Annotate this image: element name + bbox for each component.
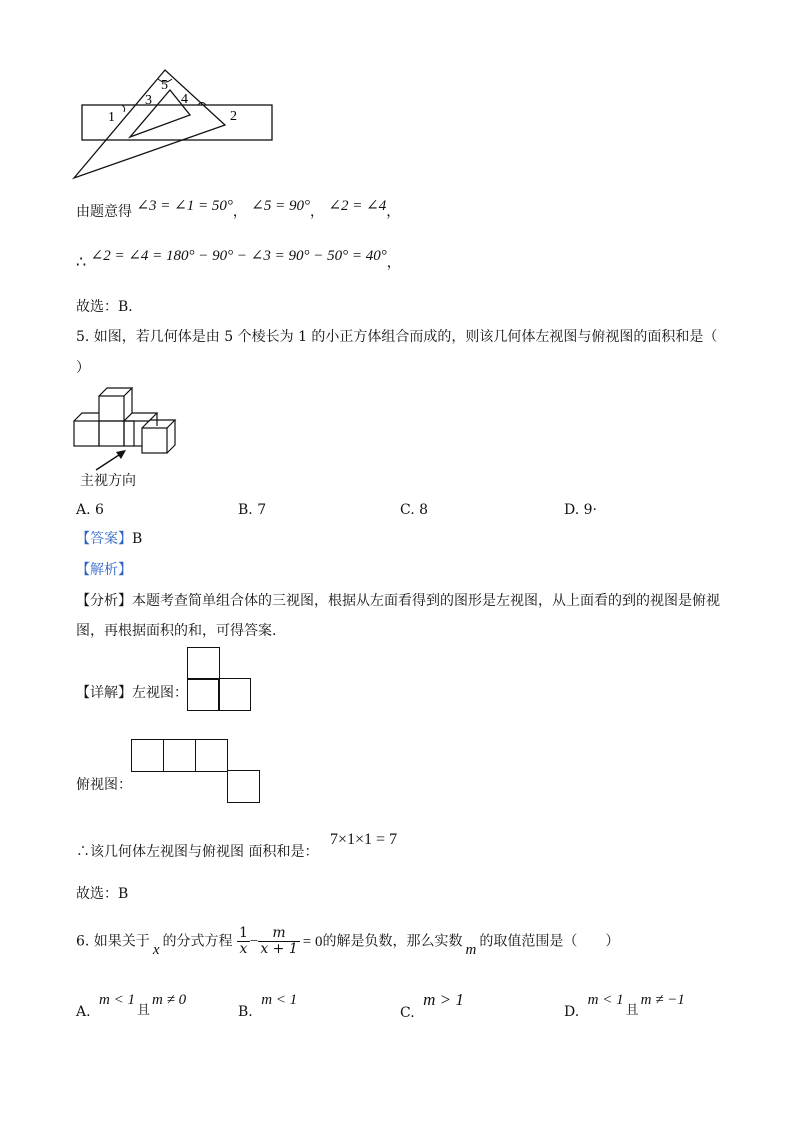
option-label: D.	[564, 502, 580, 518]
given-sep-2: ，	[310, 204, 324, 220]
var-x: x	[152, 941, 160, 958]
top-view-square	[131, 739, 164, 772]
equals-zero: = 0	[302, 933, 323, 950]
q6-stem	[76, 926, 619, 966]
option-label: A.	[76, 1004, 91, 1020]
therefore-symbol: ∴	[76, 252, 87, 271]
option-label: C.	[400, 1005, 415, 1021]
answer-value: B	[132, 531, 143, 547]
fenxi-tag: 【分析】	[76, 593, 132, 609]
option-conj: 且	[625, 1003, 639, 1018]
therefore-equation: ∠2 = ∠4 = 180° − 90° − ∠3 = 90° − 50° = 40°	[90, 248, 387, 264]
option-label: B.	[238, 1004, 253, 1020]
q6-text-1: 6. 如果关于	[76, 933, 150, 950]
option-value: 6	[95, 502, 104, 518]
q6-option-a	[76, 990, 186, 1030]
var-m: m	[465, 941, 477, 958]
q5-option-c	[400, 500, 428, 520]
conclusion-line	[76, 842, 318, 862]
answer-line	[76, 529, 142, 549]
detail-left-view-line	[76, 683, 188, 703]
q5-stem-line1: 5. 如图，若几何体是由 5 个棱长为 1 的小正方体组合而成的，则该几何体左视图与俯视图的面积和是（	[76, 329, 718, 345]
q5-option-a	[76, 500, 104, 520]
fraction-2	[258, 926, 299, 957]
given-line	[76, 198, 401, 222]
given-eq-2: ∠5 = 90°	[251, 198, 310, 214]
option-conj: 且	[136, 1003, 150, 1018]
q5-option-b	[238, 500, 266, 520]
q5-stem-line2: ）	[76, 360, 90, 376]
option-math-2: m ≠ −1	[640, 992, 685, 1008]
q6-option-c	[400, 990, 464, 1030]
left-view-label: 左视图：	[132, 685, 188, 701]
option-math-2: m ≠ 0	[152, 992, 187, 1008]
therefore-line	[76, 248, 401, 273]
option-value: 9·	[583, 502, 597, 518]
previous-answer: 故选：B．	[76, 299, 143, 315]
therefore-sep: ，	[386, 255, 401, 271]
option-label: A.	[76, 502, 91, 518]
minus-sign: −	[249, 933, 259, 950]
fraction-1	[237, 926, 250, 957]
given-sep-1: ，	[232, 204, 247, 220]
top-view-square	[163, 739, 196, 772]
left-view-grid	[187, 647, 257, 713]
detail-tag: 【详解】	[76, 685, 132, 701]
conclusion-equation: 7×1×1 = 7	[330, 831, 398, 848]
fraction-denominator: x + 1	[260, 941, 298, 957]
angle-label-4: 4	[181, 92, 188, 107]
left-view-square	[187, 647, 220, 680]
fenxi-line2: 图，再根据面积的和，可得答案.	[76, 623, 277, 639]
top-view-square	[227, 770, 260, 803]
answer-tag: 【答案】	[76, 531, 132, 547]
option-math: m > 1	[423, 990, 464, 1009]
fraction-numerator: 1	[238, 925, 248, 941]
left-view-square	[187, 678, 220, 711]
fraction-numerator: m	[258, 926, 299, 942]
option-math: m < 1	[587, 992, 624, 1008]
left-view-square	[218, 678, 251, 711]
q5-final-answer: 故选：B	[76, 886, 129, 902]
angle-label-3: 3	[145, 93, 152, 108]
q6-text-2: 的分式方程	[162, 933, 233, 950]
conclusion-text: ∴该几何体左视图与俯视图 面积和是：	[76, 844, 319, 860]
given-eq-3: ∠2 = ∠4	[328, 198, 387, 214]
angle-label-1: 1	[108, 110, 115, 125]
fenxi-text-1: 本题考查简单组合体的三视图，根据从左面看得到的图形是左视图，从上面看的到的视图是俯视	[132, 593, 720, 609]
triangle-ruler-figure	[70, 65, 290, 185]
option-label: B.	[238, 502, 253, 518]
q6-text-3: 的解是负数，那么实数	[322, 933, 463, 950]
view-direction-arrow-icon	[92, 448, 132, 473]
option-value: 7	[257, 502, 267, 518]
fraction-denominator: x	[239, 941, 248, 957]
top-view-label: 俯视图：	[76, 777, 132, 793]
q6-option-d	[564, 990, 685, 1030]
angle-label-2: 2	[230, 109, 237, 124]
option-math: m < 1	[99, 992, 135, 1008]
q5-option-d	[564, 500, 597, 520]
figure-caption: 主视方向	[80, 473, 136, 489]
top-view-square	[195, 739, 228, 772]
q6-text-4: 的取值范围是（ ）	[479, 933, 620, 950]
option-value: 8	[419, 502, 429, 518]
top-view-grid	[131, 739, 263, 805]
angle-label-5: 5	[161, 78, 168, 93]
option-label: D.	[564, 1004, 580, 1020]
given-sep-3: ，	[386, 204, 401, 220]
fenxi-line1	[76, 591, 720, 611]
analysis-tag: 【解析】	[76, 562, 132, 578]
given-eq-1: ∠3 = ∠1 = 50°	[136, 198, 233, 214]
given-prefix: 由题意得	[76, 204, 132, 220]
option-label: C.	[400, 502, 415, 518]
option-math: m < 1	[261, 992, 298, 1008]
q6-option-b	[238, 990, 297, 1030]
